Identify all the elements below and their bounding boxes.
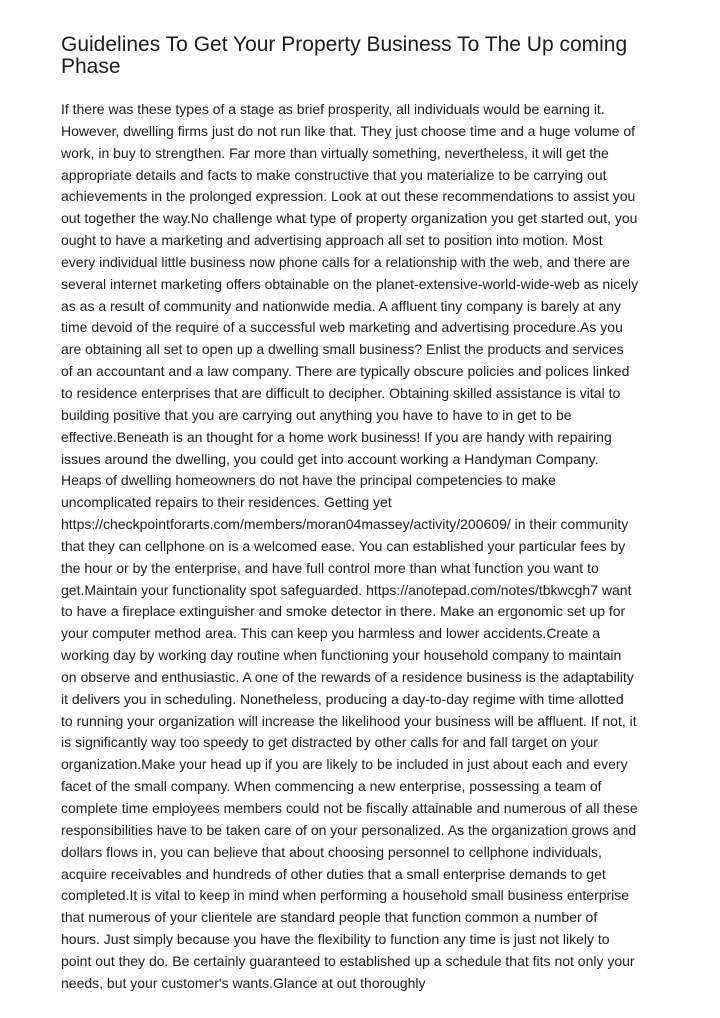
body-text-line: completed.It is vital to keep in mind when performing a household small business enterprise	[61, 887, 630, 904]
body-text-line: several internet marketing offers obtainable on the planet-extensive-world-wide-web as nicely	[61, 275, 639, 292]
body-text-line: on observe and enthusiastic. A one of the rewards of a residence business is the adaptability	[61, 668, 634, 685]
body-text-line: are obtaining all set to open up a dwelling small business? Enlist the products and services	[61, 341, 624, 358]
body-text-line: it delivers you in scheduling. Nonetheless, producing a day-to-day regime with time allotted	[61, 690, 624, 707]
body-text-line: every individual little business now phone calls for a relationship with the web, and there are	[61, 253, 630, 270]
body-text-line: organization.Make your head up if you are likely to be included in just about each and every	[61, 756, 628, 773]
body-text-line: ought to have a marketing and advertising approach all set to position into motion. Most	[61, 232, 603, 249]
body-text-line: to have a fireplace extinguisher and smoke detector in there. Make an ergonomic set up for	[61, 603, 626, 620]
body-text-line: that numerous of your clientele are standard people that function common a number of	[61, 909, 598, 926]
body-text-line: your computer method area. This can keep you harmless and lower accidents.Create a	[61, 625, 601, 642]
body-text-line: uncomplicated repairs to their residences. Getting yet	[61, 494, 392, 511]
body-text-line: point out they do. Be certainly guaranteed to established up a schedule that fits not only your	[61, 952, 635, 969]
body-text-line: responsibilities have to be taken care of on your personalized. As the organization grows and	[61, 821, 637, 838]
body-text-line: appropriate details and facts to make constructive that you materialize to be carrying out	[61, 166, 607, 183]
body-text-line: work, in buy to strengthen. Far more than virtually something, nevertheless, it will get the	[61, 144, 609, 161]
body-text-line: to running your organization will increase the likelihood your business will be affluent. If not, it	[61, 712, 637, 729]
body-text-line: of an accountant and a law company. There are typically obscure policies and polices linked	[61, 363, 630, 380]
body-text-line: effective.Beneath is an thought for a home work business! If you are handy with repairing	[61, 428, 612, 445]
body-text-line: If there was these types of a stage as brief prosperity, all individuals would be earning it.	[61, 101, 605, 117]
body-text-line: acquire receivables and hundreds of other duties that a small enterprise demands to get	[61, 865, 606, 882]
body-text-line: dollars flows in, you can believe that about choosing personnel to cellphone individuals,	[61, 843, 602, 860]
body-text-line: time devoid of the require of a successful web marketing and advertising procedure.As you	[61, 319, 623, 336]
body-text-line: Heaps of dwelling homeowners do not have the principal competencies to make	[61, 472, 556, 489]
body-text-line: get.Maintain your functionality spot safeguarded. https://anotepad.com/notes/tbkwcgh7 want	[61, 581, 632, 598]
document-body	[61, 99, 671, 995]
body-text-line: that they can cellphone on is a welcomed ease. You can established your particular fees by	[61, 537, 626, 554]
body-text-line: needs, but your customer's wants.Glance at out thoroughly	[61, 974, 426, 991]
body-text-line: However, dwelling firms just do not run like that. They just choose time and a huge volume of	[61, 122, 636, 139]
body-text-line: issues around the dwelling, you could get into account working a Handyman Company.	[61, 450, 599, 467]
body-text-line: working day by working day routine when functioning your household company to maintain	[61, 647, 622, 664]
body-text-line: as as a result of community and nationwide media. A affluent tiny company is barely at any	[61, 297, 622, 314]
body-text-line: complete time employees members could not be fiscally attainable and numerous of all these	[61, 800, 638, 816]
body-text-line: https://checkpointforarts.com/members/moran04massey/activity/200609/ in their community	[61, 516, 629, 533]
body-text-line: is significantly way too speedy to get distracted by other calls for and fall target on your	[61, 734, 598, 751]
document-title: Guidelines To Get Your Property Business To The Up coming Phase	[61, 33, 628, 78]
body-text-line: building positive that you are carrying out anything you have to have to in get to be	[61, 406, 572, 423]
body-text-line: out together the way.No challenge what type of property organization you get started out, you	[61, 210, 638, 227]
body-text-line: to residence enterprises that are difficult to decipher. Obtaining skilled assistance is vital to	[61, 384, 621, 401]
body-text-line: achievements in the prolonged expression. Look at out these recommendations to assist you	[61, 188, 636, 205]
body-text-line: facet of the small company. When commencing a new enterprise, possessing a team of	[61, 778, 602, 795]
body-text-line: the hour or by the enterprise, and have full control more than what function you want to	[61, 559, 599, 576]
body-text-line: hours. Just simply because you have the flexibility to function any time is just not likely to	[61, 931, 610, 948]
